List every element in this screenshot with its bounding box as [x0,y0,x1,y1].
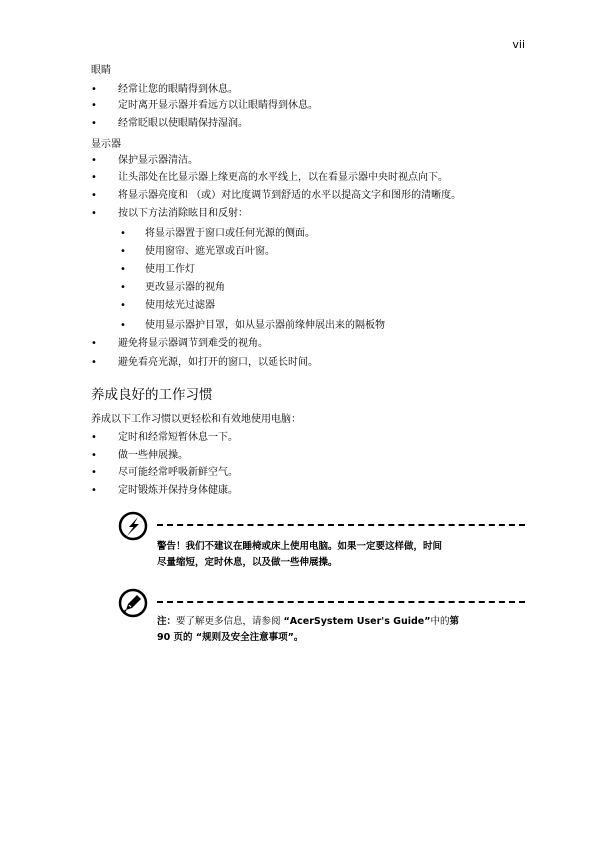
list-item: • 定时锻炼并保持身体健康。 [91,485,238,496]
warning-text [157,539,527,571]
list-item: • 将显示器亮度和 （或）对比度调节到舒适的水平以提高文字和图形的清晰度。 [91,190,462,201]
note-line-1 [157,614,527,630]
bullet: • [91,432,97,443]
bullet: • [120,228,126,239]
list-item: • 经常让您的眼睛得到休息。 [91,84,238,95]
bullet: • [91,208,97,219]
bullet: • [91,450,97,461]
note-line-2: 90 页的 “规则及安全注意事项”。 [157,632,304,643]
bullet: • [91,338,97,349]
bullet: • [91,155,97,166]
eyes-heading: 眼睛 [91,65,111,76]
list-item: • 做一些伸展操。 [91,450,188,461]
list-item: • 按以下方法消除眩目和反射： [91,208,248,219]
bullet: • [120,264,126,275]
page-number: vii [512,38,525,51]
sub-list-item: • 更改显示器的视角 [120,282,225,293]
note-text [157,614,527,646]
sub-list-item: • 使用窗帘、遮光罩或百叶窗。 [120,246,275,257]
bullet: • [120,300,126,311]
bullet: • [91,485,97,496]
bullet: • [91,100,97,111]
list-item: • 避免看亮光源，如打开的窗口，以延长时间。 [91,357,318,368]
display-heading: 显示器 [91,139,121,150]
note-label: 注： [157,616,177,627]
habits-title: 养成良好的工作习惯 [91,387,213,403]
bullet: • [91,357,97,368]
bullet: • [91,467,97,478]
warning-line-1: 警告！我们不建议在睡椅或床上使用电脑。如果一定要这样做，时间 [157,541,443,552]
pen-circle-icon [118,588,148,618]
bullet: • [91,84,97,95]
sub-list-item: • 将显示器置于窗口或任何光源的侧面。 [120,228,315,239]
sub-list-item: • 使用显示器护目罩，如从显示器前缘伸展出来的隔板物 [120,320,385,331]
list-item: • 尽可能经常呼吸新鲜空气。 [91,467,238,478]
list-item: • 经常眨眼以使眼睛保持湿润。 [91,118,248,129]
guide-title: “AcerSystem User's Guide” [283,616,431,627]
list-item: • 避免将显示器调节到难受的视角。 [91,338,268,349]
lightning-bolt-circle-icon [118,511,148,541]
list-item: • 保护显示器清洁。 [91,155,198,166]
note-text-2: 中的 [430,616,450,627]
list-item: • 定时离开显示器并看远方以让眼睛得到休息。 [91,100,318,111]
bullet: • [120,246,126,257]
warning-divider [157,524,525,526]
sub-list-item: • 使用炫光过滤器 [120,300,215,311]
habits-intro: 养成以下工作习惯以更轻松和有效地使用电脑： [91,414,301,425]
sub-list-item: • 使用工作灯 [120,264,195,275]
list-item: • 定时和经常短暂休息一下。 [91,432,238,443]
bullet: • [120,320,126,331]
bullet: • [120,282,126,293]
warning-line-2: 尽量缩短，定时休息，以及做一些伸展操。 [157,557,338,568]
note-page-ref: 第 [449,616,459,627]
bullet: • [91,172,97,183]
bullet: • [91,118,97,129]
note-divider [157,601,525,603]
bullet: • [91,190,97,201]
list-item: • 让头部处在比显示器上缘更高的水平线上，以在看显示器中央时视点向下。 [91,172,448,183]
note-text-1: 要了解更多信息，请参阅 [176,616,284,627]
